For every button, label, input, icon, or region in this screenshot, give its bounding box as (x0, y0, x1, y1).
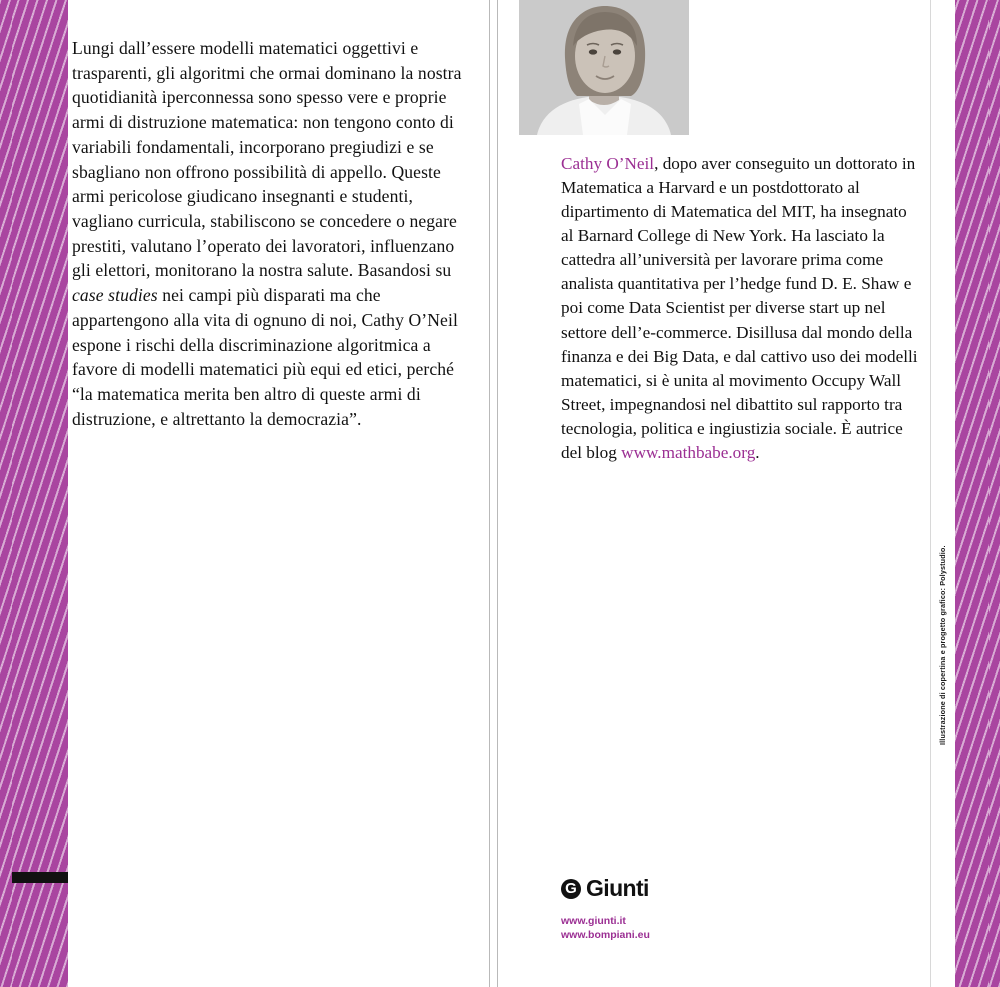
publisher-websites (561, 914, 781, 943)
fold-line-left (489, 0, 490, 987)
back-cover-blurb: Lungi dall’essere modelli matematici oggettivi e trasparenti, gli algoritmi che ormai dominano la nostra quotidianità iperconnessa sono spesso vere e proprie armi di distruzione matematica: non tengono conto di variabili fondamentali, incorporano pregiudizi e se sbagliano non offrono possibilità di appello. Queste armi pericolose giudicano insegnanti e studenti, vagliano curricula, stabiliscono se concedere o negare prestiti, valutano l’operato dei lavoratori, influenzano gli elettori, monitorano la nostra salute. Basandosi su case studies nei campi più disparati ma che appartengono alla vita di ognuno di noi, Cathy O’Neil espone i rischi della discriminazione algoritmica a favore di modelli matematici più equi ed etici, perché “la matematica merita ben altro di queste armi di distruzione, e altrettanto la democrazia”. (72, 38, 462, 429)
author-bio: Cathy O’Neil, dopo aver conseguito un dottorato in Matematica a Harvard e un postdottorato al dipartimento di Matematica del MIT, ha insegnato al Barnard College di New York. Ha lasciato la cattedra all’università per lavorare prima come analista quantitativa per l’hedge fund D. E. Shaw e poi come Data Scientist per diverse start up nel settore dell’e-commerce. Disillusa dal mondo della finanza e dei Big Data, e dal cattivo uso dei modelli matematici, si è unita al movimento Occupy Wall Street, impegnandosi nel dibattito sul rapporto tra tecnologia, politica e ingiustizia sociale. È autrice del blog www.mathbabe.org. (561, 154, 918, 462)
publisher-logo (561, 875, 781, 902)
fold-line-flap (930, 0, 931, 987)
cover-credits: Illustrazione di copertina e progetto grafico: Polystudio. (938, 545, 947, 745)
fold-line-right (497, 0, 498, 987)
black-registration-mark (12, 872, 68, 883)
publisher-block (561, 875, 781, 943)
publisher-site-giunti[interactable]: www.giunti.it (561, 915, 626, 927)
author-photo (519, 0, 689, 135)
author-portrait-image (519, 0, 689, 135)
decorative-stripe-band-right (955, 0, 989, 987)
giunti-g-icon: G (561, 879, 581, 899)
publisher-logo-name: Giunti (586, 875, 649, 901)
publisher-site-bompiani[interactable]: www.bompiani.eu (561, 929, 650, 942)
decorative-stripe-band-left (12, 0, 68, 987)
decorative-stripe-band-right-outer (989, 0, 1000, 987)
decorative-stripe-band-left-outer (0, 0, 12, 987)
